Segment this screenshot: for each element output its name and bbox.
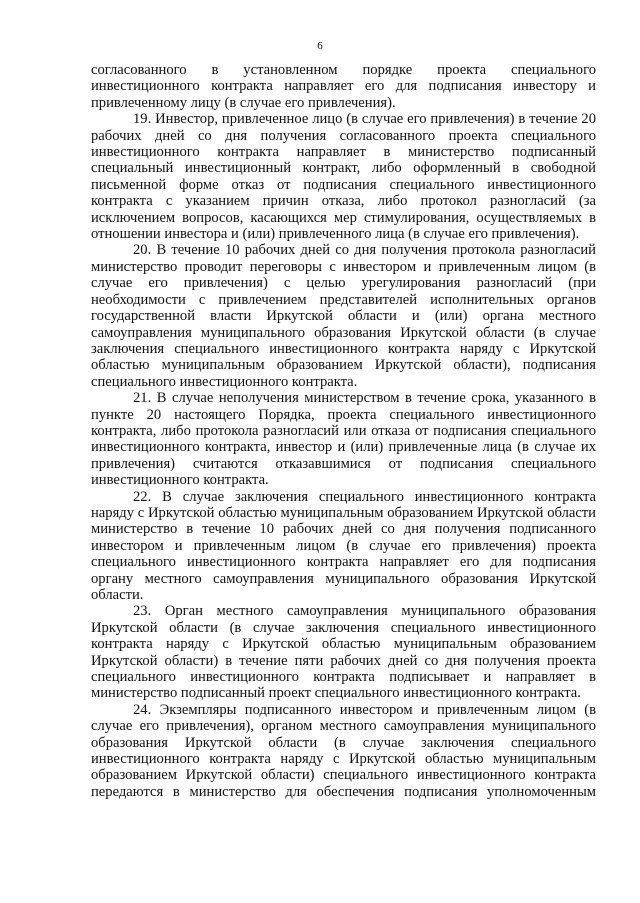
paragraph-21 [91,390,596,488]
paragraph-number: 24. [133,701,152,718]
paragraph-text: В течение 10 рабочих дней со дня получения протокола разногласий министерство проводит переговоры с инвестором и привлеченным лицом (в случае его привлечения) с целью урегулирования разногласий (при необходимости с привлечением представителей исполнительных органов государственной власти Иркутской области и (или) органа местного самоуправления муниципального образования Иркутской области (в случае заключения специального инвестиционного контракта наряду с Иркутской областью муниципальным образованием Иркутской области), подписания специального инвестиционного контракта. [91,242,596,390]
page-number: 6 [317,40,323,52]
paragraph-number: 22. [133,488,152,505]
paragraph-number: 19. [133,111,152,128]
paragraph-20 [91,242,596,390]
paragraph-text: Экземпляры подписанного инвестором и привлеченным лицом (в случае его привлечения), органом местного самоуправления муниципального образования Иркутской области (в случае заключения специального инвестиционного контракта наряду с Иркутской областью муниципальным образованием Иркутской области) специального инвестиционного контракта передаются в министерство для обеспечения подписания уполномоченным [91,701,596,800]
paragraph-number: 21. [133,390,152,407]
paragraph-text: В случае заключения специального инвестиционного контракта наряду с Иркутской областью муниципальным образованием Иркутской области министерство в течение 10 рабочих дней со дня получения подписанного инвестором и привлеченным лицом (в случае его привлечения) проекта специального инвестиционного контракта направляет его для подписания органу местного самоуправления муниципального образования Иркутской области. [91,488,596,603]
paragraph-text: Инвестор, привлеченное лицо (в случае его привлечения) в течение 20 рабочих дней со дня получения согласованного проекта специального инвестиционного контракта направляет в министерство подписанный специальный инвестиционный контракт, либо оформленный в свободной письменной форме отказ от подписания специального инвестиционного контракта с указанием причин отказа, либо протокол разногласий (за исключением вопросов, касающихся мер стимулирования, осуществляемых в отношении инвестора и (или) привлеченного лица (в случае его привлечения). [91,111,596,243]
paragraph-number: 20. [133,242,152,259]
paragraph-text: согласованного в установленном порядке проекта специального инвестиционного контракта направляет его для подписания инвестору и привлеченному лицу (в случае его привлечения). [91,62,596,111]
paragraph-number: 23. [133,603,152,620]
document-body [91,62,596,800]
paragraph-22 [91,489,596,604]
paragraph-text: Орган местного самоуправления муниципального образования Иркутской области (в случае заключения специального инвестиционного контракта наряду с Иркутской областью муниципальным образованием Иркутской области) в течение пяти рабочих дней со дня получения проекта специального инвестиционного контракта подписывает и направляет в министерство подписанный проект специального инвестиционного контракта. [91,603,596,702]
paragraph-24 [91,702,596,800]
paragraph-text: В случае неполучения министерством в течение срока, указанного в пункте 20 настоящего Порядка, проекта специального инвестиционного контракта, либо протокола разногласий или отказа от подписания специального инвестиционного контракта, инвестор и (или) привлеченные лица (в случае их привлечения) считаются отказавшимися от подписания специального инвестиционного контракта. [91,390,596,489]
paragraph-19 [91,111,596,242]
paragraph-continuation [91,62,596,111]
paragraph-23 [91,603,596,701]
